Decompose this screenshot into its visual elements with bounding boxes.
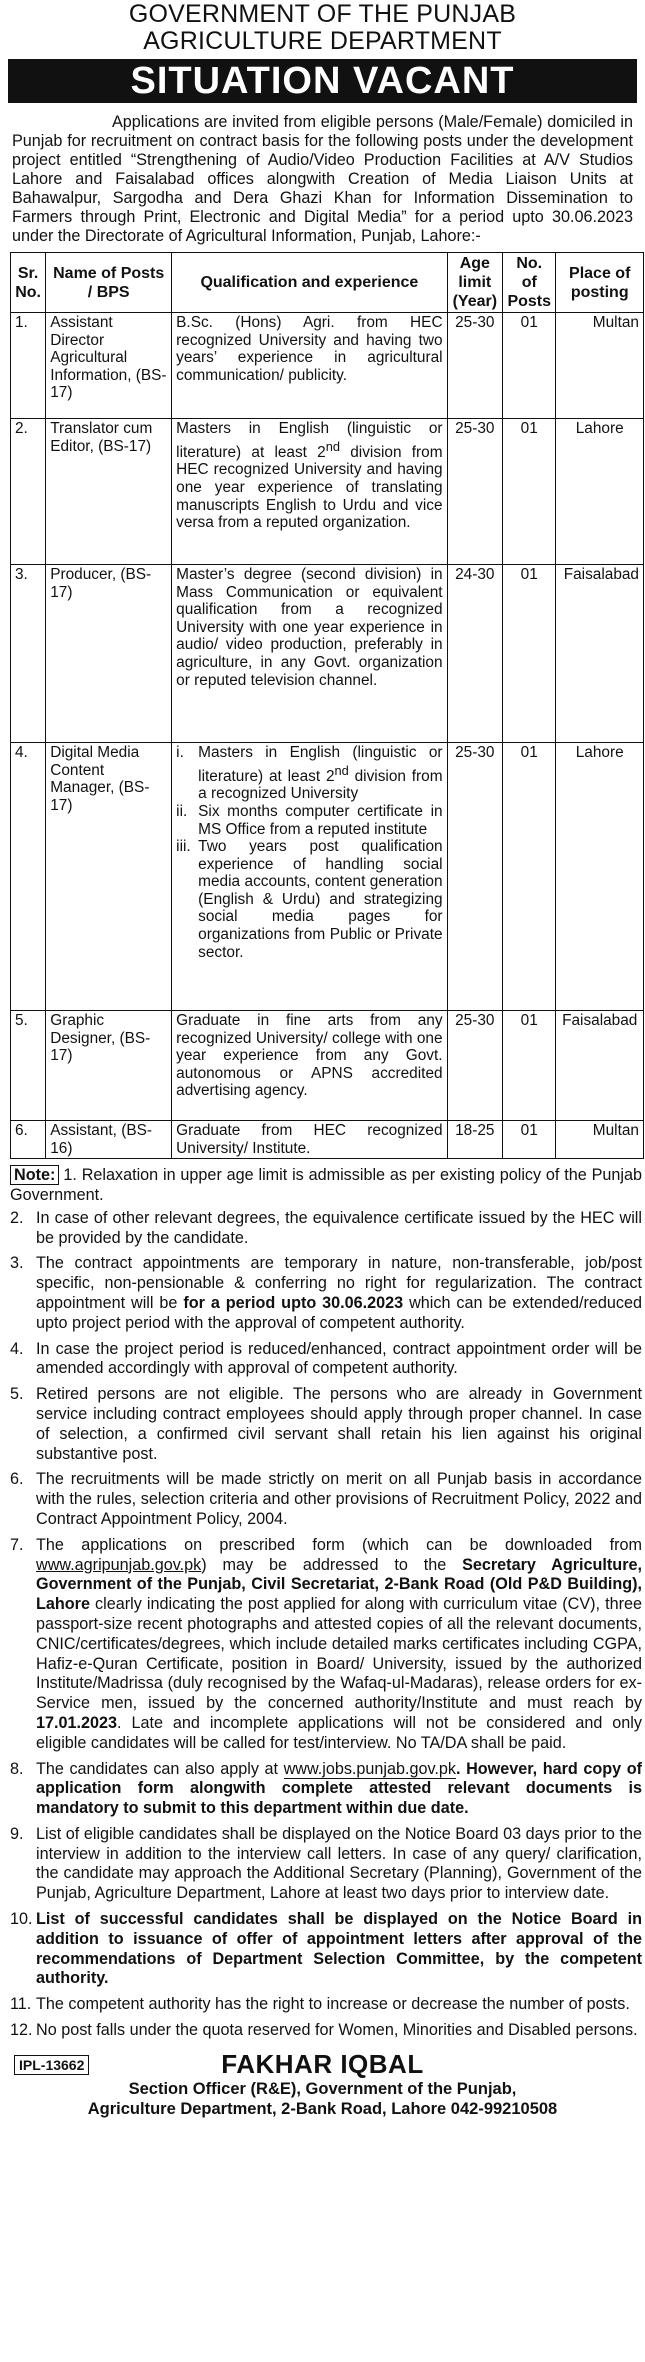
intro-paragraph: Applications are invited from eligible persons (Male/Female) domiciled in Punjab for recruitment on contract basis for the following posts under the development project entitled “Strengthening of Audio/Video Production Facilities at A/V Studios Lahore and Faisalabad offices alongwith Creation of Media Liaison Units at Bahawalpur, Sargodha and Dera Ghazi Khan for Information Dissemination to Farmers through Print, Electronic and Digital Media” for a period upto 30.06.2023 under the Directorate of Agricultural Information, Punjab, Lahore:- [12,113,633,245]
qualification-list [176,744,442,961]
cell-num-posts: 01 [503,419,556,565]
cell-num-posts: 01 [503,313,556,419]
note-3: 3. The contract appointments are temporary in nature, non-transferable, job/post specific, non-pensionable & conferring no right for regularization. The contract appointment will be for a period upto 30.06.2023 which can be extended/reduced upto project period with the approval of competent authority. [10,1254,642,1332]
cell-post-name: Graphic Designer, (BS-17) [46,1011,172,1121]
note-4: 4. In case the project period is reduced/enhanced, contract appointment order will be amended accordingly with approval of competent authority. [10,1339,642,1378]
list-item: i. Masters in English (linguistic or literature) at least 2nd division from a recognized University [176,744,443,803]
table-row [11,1121,644,1159]
note-5: 5. Retired persons are not eligible. The persons who are already in Government service including contract employees should apply through proper channel. In case of selection, a confirmed civil servant shall retain his lien against his original substantive post. [10,1385,642,1463]
table-row [11,313,644,419]
note-6: 6. The recruitments will be made strictly on merit on all Punjab basis in accordance with the rules, selection criteria and other provisions of Recruitment Policy, 2022 and Contract Appointment Policy, 2004. [10,1470,642,1528]
cell-sr: 2. [11,419,46,565]
cell-place: Lahore [556,419,644,565]
jobs-portal-link[interactable]: www.jobs.punjab.gov.pk [283,1759,457,1778]
cell-num-posts: 01 [503,1121,556,1159]
cell-sr: 1. [11,313,46,419]
cell-sr: 5. [11,1011,46,1121]
cell-sr: 4. [11,743,46,1011]
cell-post-name: Producer, (BS-17) [46,565,172,743]
col-header-place: Place of posting [556,253,644,313]
officer-address: Agriculture Department, 2-Bank Road, Lahore 042-99210508 [87,2099,558,2118]
officer-designation: Section Officer (R&E), Government of the Punjab, [128,2079,517,2098]
note-label: Note: [10,1165,59,1185]
cell-age: 24-30 [447,565,503,743]
cell-qualification: B.Sc. (Hons) Agri. from HEC recognized University and having two years’ experience in agricultural communication/ publicity. [172,313,447,419]
col-header-qualification: Qualification and experience [172,253,447,313]
col-header-name: Name of Posts / BPS [46,253,172,313]
ipl-reference: IPL-13662 [14,2055,89,2075]
cell-age: 25-30 [447,313,503,419]
list-item: ii. Six months computer certificate in MS Office from a reputed institute [176,802,443,838]
note-9: 9. List of eligible candidates shall be displayed on the Notice Board 03 days prior to the interview in addition to the interview call letters. In case of any query/ clarification, the candidate may approach the Additional Secretary (Planning), Government of the Punjab, Agriculture Department, Lahore at least two days prior to interview date. [10,1824,642,1903]
cell-place: Multan [556,1121,644,1159]
situation-vacant-banner: SITUATION VACANT [8,59,637,103]
col-header-sr: Sr. No. [11,253,46,313]
govt-heading: GOVERNMENT OF THE PUNJAB [128,0,517,28]
cell-qualification: Masters in English (linguistic or literature) at least 2nd division from HEC recognized University and having one year experience of translating manuscripts English to Urdu and vice versa from a reputed organization. [172,419,447,565]
table-header-row [11,253,644,313]
note-2: 2. In case of other relevant degrees, the equivalence certificate issued by the HEC will be provided by the candidate. [10,1208,642,1247]
list-item: iii. Two years post qualification experience of handling social media accounts, content generation (English & Urdu) and strategizing social media pages for organizations from Public or Private sector. [176,838,443,961]
department-heading: AGRICULTURE DEPARTMENT [143,27,502,55]
table-row [11,565,644,743]
note-10: 10. List of successful candidates shall be displayed on the Notice Board in addition to issuance of offer of appointment letters after approval of the recommendations of Department Selection Committee, by the competent authority. [10,1910,642,1988]
cell-sr: 3. [11,565,46,743]
col-header-posts: No. of Posts [503,253,556,313]
col-header-age: Age limit (Year) [447,253,503,313]
cell-qualification: Graduate in fine arts from any recognized University/ college with one year experience from any Govt. autonomous or APNS accredited advertising agency. [172,1011,447,1121]
table-row [11,1011,644,1121]
note-11: 11. The competent authority has the right to increase or decrease the number of posts. [10,1995,630,2014]
cell-post-name: Assistant, (BS-16) [46,1121,172,1159]
notes-section [10,1165,642,2041]
cell-place: Multan [556,313,644,419]
officer-name: FAKHAR IQBAL [221,2048,424,2079]
cell-qualification: Master’s degree (second division) in Mass Communication or equivalent qualification from a recognized University with one year experience in audio/ video production, preferably in agriculture, in any Govt. organization or reputed television channel. [172,565,447,743]
cell-place: Lahore [556,743,644,1011]
cell-age: 25-30 [447,1011,503,1121]
cell-qualification: Graduate from HEC recognized University/ Institute. [172,1121,447,1159]
cell-sr: 6. [11,1121,46,1159]
cell-place: Faisalabad [556,1011,644,1121]
cell-num-posts: 01 [503,565,556,743]
note-7: 7. The applications on prescribed form (which can be downloaded from www.agripunjab.gov.pk) may be addressed to the Secretary Agriculture, Government of the Punjab, Civil Secretariat, 2-Bank Road (Old P&D Building), Lahore clearly indicating the post applied for along with curriculum vitae (CV), three passport-size recent photographs and attested copies of all the relevant documents, CNIC/certificates/degrees, which include detailed marks certificates including CGPA, Hafiz-e-Quran Certificate, position in Board/ University, issued by the authorized Institute/Madrissa (duly recognised by the Wafaq-ul-Madaras), release orders for ex-Service men, issued by the concerned authority/Institute and must reach by 17.01.2023. Late and incomplete applications will not be considered and only eligible candidates will be called for test/interview. No TA/DA shall be paid. [10,1535,642,1752]
cell-place: Faisalabad [556,565,644,743]
cell-post-name: Digital Media Content Manager, (BS-17) [46,743,172,1011]
table-row [11,743,644,1011]
cell-age: 18-25 [447,1121,503,1159]
cell-age: 25-30 [447,419,503,565]
signature-block [6,2049,639,2119]
cell-num-posts: 01 [503,1011,556,1121]
cell-age: 25-30 [447,743,503,1011]
cell-post-name: Assistant Director Agricultural Information, (BS-17) [46,313,172,419]
agripunjab-link[interactable]: www.agripunjab.gov.pk [36,1555,202,1574]
posts-table [10,252,644,1159]
note-1: Note: 1. Relaxation in upper age limit is admissible as per existing policy of the Punjab Government. [10,1166,642,1204]
table-row [11,419,644,565]
cell-post-name: Translator cum Editor, (BS-17) [46,419,172,565]
note-8: 8. The candidates can also apply at www.jobs.punjab.gov.pk. However, hard copy of application form alongwith complete attested relevant documents is mandatory to submit to this department within due date. [10,1759,642,1818]
cell-num-posts: 01 [503,743,556,1011]
cell-qualification [172,743,447,1011]
note-12: 12. No post falls under the quota reserved for Women, Minorities and Disabled persons. [10,2021,638,2040]
